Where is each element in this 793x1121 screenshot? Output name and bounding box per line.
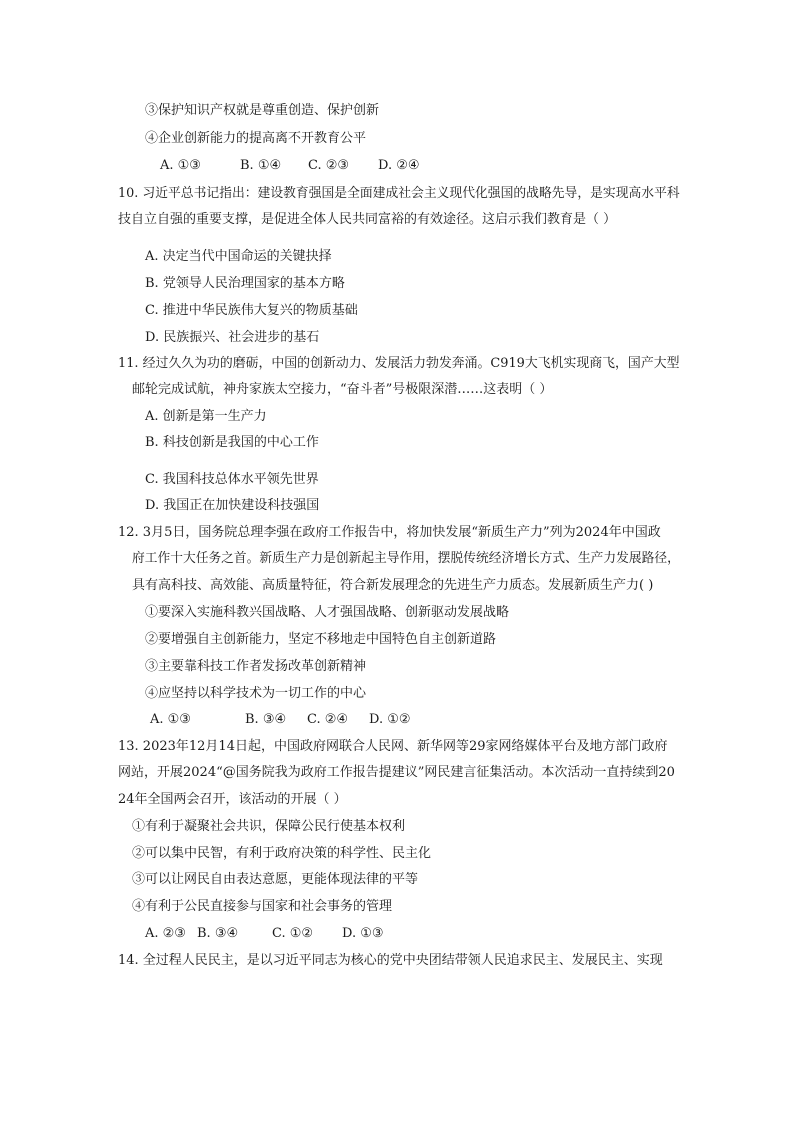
q10-option-c[interactable]: C. 推进中华民族伟大复兴的物质基础: [145, 303, 358, 318]
q11-option-a[interactable]: A. 创新是第一生产力: [145, 409, 267, 424]
q12-stem-line-1: 12. 3月5日，国务院总理李强在政府工作报告中，将加快发展“新质生产力”列为2024年中国政: [118, 525, 661, 540]
q9-option-d[interactable]: D. ②④: [378, 158, 420, 173]
q10-option-d[interactable]: D. 民族振兴、社会进步的基石: [145, 330, 320, 345]
q9-option-a[interactable]: A. ①③: [160, 158, 201, 173]
q13-stem-line-3: 24年全国两会召开，该活动的开展（ ）: [118, 792, 347, 807]
q13-option-d[interactable]: D. ①③: [342, 926, 384, 941]
q12-stem-line-2: 府工作十大任务之首。新质生产力是创新起主导作用，摆脱传统经济增长方式、生产力发展路径，: [132, 551, 680, 566]
q12-item-2: ②要增强自主创新能力，坚定不移地走中国特色自主创新道路: [145, 632, 497, 647]
q11-stem-line-1: 11. 经过久久为功的磨砺，中国的创新动力、发展活力勃发奔涌。C919大飞机实现商飞，国产大型: [118, 356, 680, 371]
q13-option-c[interactable]: C. ①②: [272, 926, 314, 941]
q11-option-c[interactable]: C. 我国科技总体水平领先世界: [145, 472, 319, 487]
q12-item-1: ①要深入实施科教兴国战略、人才强国战略、创新驱动发展战略: [145, 605, 510, 620]
q13-item-3: ③可以让网民自由表达意愿，更能体现法律的平等: [132, 872, 419, 887]
q12-option-c[interactable]: C. ②④: [307, 712, 349, 727]
q13-option-b[interactable]: B. ③④: [197, 926, 239, 941]
q10-option-b[interactable]: B. 党领导人民治理国家的基本方略: [145, 276, 345, 291]
q12-option-b[interactable]: B. ③④: [245, 712, 287, 727]
q10-stem-line-1: 10. 习近平总书记指出：建设教育强国是全面建成社会主义现代化强国的战略先导，是实现高水平科: [118, 186, 680, 201]
q11-stem-line-2: 邮轮完成试航，神舟家族太空接力，“奋斗者”号极限深潜……这表明（ ）: [132, 382, 553, 397]
q13-options: [145, 926, 384, 942]
q12-option-a[interactable]: A. ①③: [150, 712, 191, 727]
q12-options: [150, 712, 411, 728]
q9-option-b[interactable]: B. ①④: [240, 158, 282, 173]
q12-item-4: ④应坚持以科学技术为一切工作的中心: [145, 686, 367, 701]
q10-stem-line-2: 技自立自强的重要支撑，是促进全体人民共同富裕的有效途径。这启示我们教育是（ ）: [118, 212, 617, 227]
q9-option-c[interactable]: C. ②③: [308, 158, 350, 173]
q13-stem-line-1: 13. 2023年12月14日起，中国政府网联合人民网、新华网等29家网络媒体平台及地方部门政府: [118, 739, 668, 754]
q13-item-2: ②可以集中民智，有利于政府决策的科学性、民主化: [132, 846, 432, 861]
q14-stem-line-1: 14. 全过程人民民主，是以习近平同志为核心的党中央团结带领人民追求民主、发展民主、实现: [118, 953, 663, 968]
q9-options: [160, 158, 420, 174]
q13-item-4: ④有利于公民直接参与国家和社会事务的管理: [132, 899, 393, 914]
q11-option-b[interactable]: B. 科技创新是我国的中心工作: [145, 435, 319, 450]
q13-item-1: ①有利于凝聚社会共识，保障公民行使基本权利: [132, 819, 406, 834]
q9-item-4: ④企业创新能力的提高离不开教育公平: [145, 131, 367, 146]
q12-option-d[interactable]: D. ①②: [369, 712, 411, 727]
q10-option-a[interactable]: A. 决定当代中国命运的关键抉择: [145, 249, 332, 264]
q12-item-3: ③主要靠科技工作者发扬改革创新精神: [145, 659, 367, 674]
q13-stem-line-2: 网站，开展2024“@国务院我为政府工作报告提建议”网民建言征集活动。本次活动一直持续到20: [118, 765, 675, 780]
q13-option-a[interactable]: A. ②③: [145, 926, 186, 941]
q11-option-d[interactable]: D. 我国正在加快建设科技强国: [145, 498, 320, 513]
q12-stem-line-3: 具有高科技、高效能、高质量特征，符合新发展理念的先进生产力质态。发展新质生产力( ): [132, 578, 654, 593]
q9-item-3: ③保护知识产权就是尊重创造、保护创新: [145, 103, 380, 118]
